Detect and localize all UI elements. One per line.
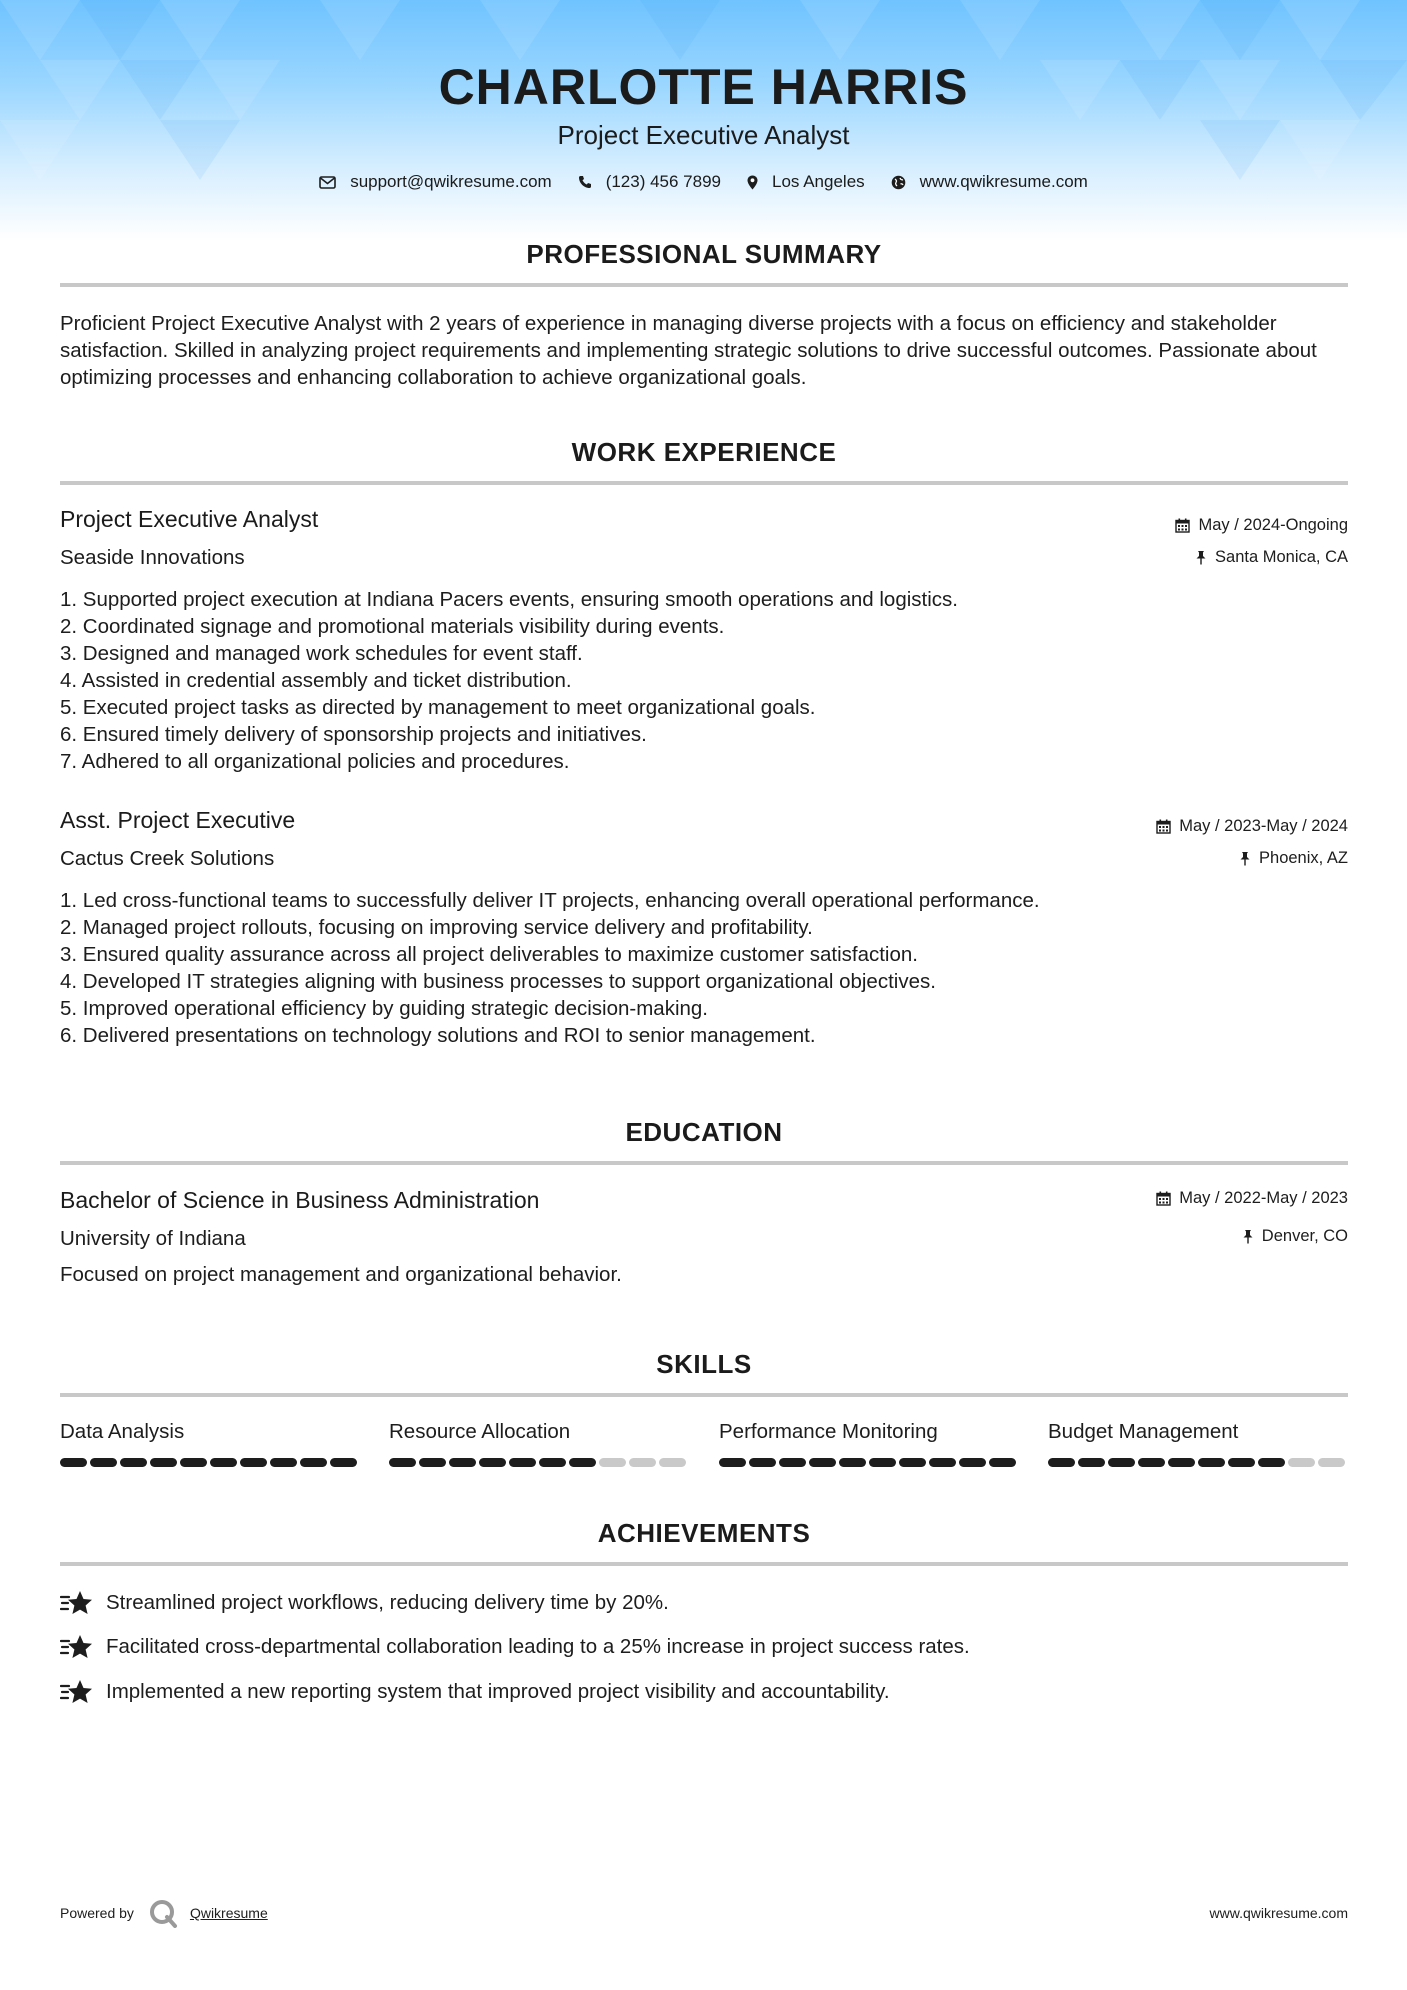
- achievement-text: Implemented a new reporting system that improved project visibility and accountability.: [106, 1680, 890, 1703]
- contact-website[interactable]: [891, 172, 1088, 192]
- list-item: 1. Led cross-functional teams to successfully deliver IT projects, enhancing overall operational performance.: [60, 889, 1040, 912]
- skill-name: Performance Monitoring: [719, 1420, 938, 1443]
- job-dates: [1175, 516, 1348, 535]
- list-item: 1. Supported project execution at Indiana Pacers events, ensuring smooth operations and logistics.: [60, 588, 958, 611]
- footer-website[interactable]: www.qwikresume.com: [1209, 1905, 1348, 1921]
- globe-icon: [891, 175, 906, 190]
- section-title-work: WORK EXPERIENCE: [571, 437, 837, 467]
- list-item: 6. Ensured timely delivery of sponsorship projects and initiatives.: [60, 723, 647, 746]
- list-item: 7. Adhered to all organizational policies and procedures.: [60, 750, 570, 773]
- skill-item: [719, 1420, 1019, 1467]
- job-responsibilities: [60, 887, 1350, 1049]
- skill-dot-filled: [479, 1458, 506, 1467]
- skill-name: Data Analysis: [60, 1420, 185, 1443]
- skill-dot-filled: [929, 1458, 956, 1467]
- contact-bar: [0, 172, 1407, 192]
- section-title-achievements: ACHIEVEMENTS: [597, 1518, 811, 1548]
- qwikresume-link[interactable]: Qwikresume: [189, 1905, 268, 1921]
- pushpin-icon: [1195, 550, 1207, 565]
- skill-dot-filled: [120, 1458, 147, 1467]
- job-title: Project Executive Analyst: [60, 506, 319, 532]
- skill-level-bar: [389, 1458, 689, 1467]
- job-location: [1239, 849, 1348, 868]
- list-item: 2. Managed project rollouts, focusing on improving service delivery and profitability.: [60, 916, 813, 939]
- job-location: [1195, 548, 1348, 567]
- achievement-item: [60, 1633, 970, 1661]
- list-item: 5. Executed project tasks as directed by management to meet organizational goals.: [60, 696, 816, 719]
- section-title-education: EDUCATION: [625, 1117, 783, 1147]
- star-icon: [60, 1589, 94, 1617]
- skill-name: Budget Management: [1048, 1420, 1239, 1443]
- skill-dot-filled: [1108, 1458, 1135, 1467]
- list-item: 5. Improved operational efficiency by guiding strategic decision-making.: [60, 997, 709, 1020]
- list-item: 3. Designed and managed work schedules for event staff.: [60, 642, 583, 665]
- education-location: [1242, 1227, 1348, 1246]
- skill-dot-filled: [330, 1458, 357, 1467]
- skill-name: Resource Allocation: [389, 1420, 571, 1443]
- skill-item: [1048, 1420, 1348, 1467]
- powered-by-label: Powered by: [60, 1905, 134, 1921]
- star-icon: [60, 1633, 94, 1661]
- job-location-text: Phoenix, AZ: [1259, 849, 1348, 867]
- summary-text: Proficient Project Executive Analyst with 2 years of experience in managing diverse projects with a focus on efficiency and stakeholder satisfaction. Skilled in analyzing project requirements and implementing strategic solutions to drive successful outcomes. Passionate about optimizing processes and enhancing collaboration to achieve organizational goals.: [60, 312, 1317, 389]
- location-text: Los Angeles: [772, 172, 865, 191]
- job-responsibilities: [60, 586, 1350, 775]
- skill-level-bar: [60, 1458, 360, 1467]
- job-dates-text: May / 2024-Ongoing: [1198, 516, 1348, 534]
- section-title-summary: PROFESSIONAL SUMMARY: [526, 239, 882, 269]
- achievement-item: [60, 1678, 890, 1706]
- skill-dot-filled: [389, 1458, 416, 1467]
- skill-level-bar: [1048, 1458, 1348, 1467]
- school-name: University of Indiana: [60, 1227, 246, 1250]
- skill-dot-filled: [1258, 1458, 1285, 1467]
- job-dates-text: May / 2023-May / 2024: [1179, 817, 1348, 835]
- skill-item: [389, 1420, 689, 1467]
- company-name: Seaside Innovations: [60, 546, 245, 569]
- achievement-text: Facilitated cross-departmental collaboration leading to a 25% increase in project success rates.: [106, 1635, 970, 1658]
- contact-email[interactable]: [319, 172, 552, 192]
- degree-title: Bachelor of Science in Business Administration: [60, 1187, 540, 1213]
- skill-dot-empty: [599, 1458, 626, 1467]
- skill-dot-filled: [1228, 1458, 1255, 1467]
- skill-dot-empty: [1288, 1458, 1315, 1467]
- skill-dot-filled: [839, 1458, 866, 1467]
- company-name: Cactus Creek Solutions: [60, 847, 275, 870]
- skill-dot-empty: [1318, 1458, 1345, 1467]
- list-item: 2. Coordinated signage and promotional materials visibility during events.: [60, 615, 725, 638]
- achievement-item: [60, 1589, 669, 1617]
- education-description: Focused on project management and organizational behavior.: [60, 1263, 622, 1286]
- skill-dot-filled: [1048, 1458, 1075, 1467]
- skill-dot-filled: [1138, 1458, 1165, 1467]
- skill-dot-filled: [449, 1458, 476, 1467]
- phone-icon: [578, 175, 592, 189]
- pushpin-icon: [1239, 851, 1251, 866]
- skill-dot-filled: [210, 1458, 237, 1467]
- contact-phone[interactable]: [578, 172, 721, 192]
- calendar-icon: [1156, 819, 1171, 834]
- skill-dot-filled: [60, 1458, 87, 1467]
- skill-dot-filled: [569, 1458, 596, 1467]
- pushpin-icon: [1242, 1229, 1254, 1244]
- job-title: Asst. Project Executive: [60, 807, 296, 833]
- skill-dot-filled: [240, 1458, 267, 1467]
- website-text: www.qwikresume.com: [919, 172, 1088, 191]
- list-item: 4. Assisted in credential assembly and ticket distribution.: [60, 669, 572, 692]
- skill-dot-filled: [509, 1458, 536, 1467]
- skill-item: [60, 1420, 360, 1467]
- section-divider: [60, 1562, 1348, 1566]
- section-divider: [60, 481, 1348, 485]
- skill-dot-filled: [539, 1458, 566, 1467]
- skill-dot-filled: [180, 1458, 207, 1467]
- skill-dot-filled: [1198, 1458, 1225, 1467]
- education-dates-text: May / 2022-May / 2023: [1179, 1189, 1348, 1207]
- skill-dot-filled: [959, 1458, 986, 1467]
- map-marker-icon: [747, 175, 758, 190]
- skill-dot-filled: [90, 1458, 117, 1467]
- skill-dot-filled: [989, 1458, 1016, 1467]
- skill-dot-filled: [809, 1458, 836, 1467]
- list-item: 3. Ensured quality assurance across all project deliverables to maximize customer satisfaction.: [60, 943, 918, 966]
- skill-level-bar: [719, 1458, 1019, 1467]
- education-dates: [1156, 1189, 1348, 1208]
- skill-dot-filled: [1168, 1458, 1195, 1467]
- email-text: support@qwikresume.com: [350, 172, 552, 191]
- star-icon: [60, 1678, 94, 1706]
- footer-powered-by: [60, 1898, 268, 1928]
- calendar-icon: [1156, 1191, 1171, 1206]
- calendar-icon: [1175, 518, 1190, 533]
- skill-dot-filled: [869, 1458, 896, 1467]
- list-item: 6. Delivered presentations on technology solutions and ROI to senior management.: [60, 1024, 816, 1047]
- job-location-text: Santa Monica, CA: [1215, 548, 1348, 566]
- candidate-name: CHARLOTTE HARRIS: [438, 59, 969, 115]
- skill-dot-empty: [659, 1458, 686, 1467]
- skill-dot-filled: [899, 1458, 926, 1467]
- job-dates: [1156, 817, 1348, 836]
- list-item: 4. Developed IT strategies aligning with business processes to support organizational objectives.: [60, 970, 936, 993]
- skill-dot-filled: [270, 1458, 297, 1467]
- education-location-text: Denver, CO: [1261, 1227, 1348, 1245]
- contact-location: [747, 172, 865, 192]
- skill-dot-filled: [779, 1458, 806, 1467]
- phone-text: (123) 456 7899: [605, 172, 722, 191]
- skill-dot-filled: [749, 1458, 776, 1467]
- skill-dot-filled: [1078, 1458, 1105, 1467]
- skill-dot-filled: [719, 1458, 746, 1467]
- section-title-skills: SKILLS: [656, 1349, 752, 1379]
- section-divider: [60, 1393, 1348, 1397]
- candidate-role: Project Executive Analyst: [557, 120, 850, 150]
- achievement-text: Streamlined project workflows, reducing delivery time by 20%.: [106, 1591, 669, 1614]
- skill-dot-filled: [419, 1458, 446, 1467]
- skill-dot-empty: [629, 1458, 656, 1467]
- envelope-icon: [319, 176, 336, 189]
- skill-dot-filled: [300, 1458, 327, 1467]
- skill-dot-filled: [150, 1458, 177, 1467]
- qwikresume-logo-icon: [148, 1898, 180, 1928]
- section-divider: [60, 283, 1348, 287]
- section-divider: [60, 1161, 1348, 1165]
